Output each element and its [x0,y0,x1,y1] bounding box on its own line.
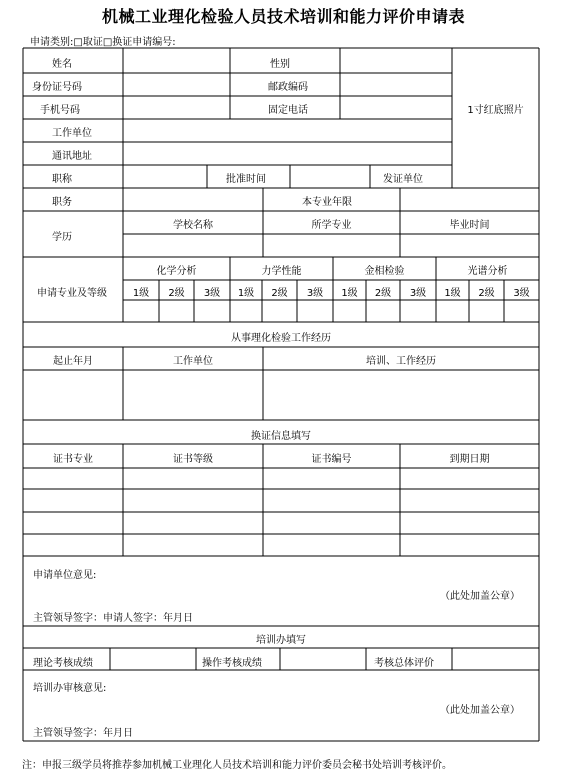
exp-col-unit: 工作单位 [173,356,213,367]
label-mobile: 手机号码 [40,105,80,116]
label-approve-time: 批准时间 [226,174,266,185]
grade-cell: 2级 [168,288,185,299]
renew-col-grade: 证书等级 [173,454,213,465]
grade-cell: 2级 [374,288,392,299]
label-grad-time: 毕业时间 [449,220,490,231]
grade-cell: 1级 [444,288,461,299]
label-position: 职务 [52,197,72,208]
training-opinion-label: 培训办审核意见: [33,683,107,694]
major-metallography: 金相检验 [364,266,405,277]
renew-col-expiry: 到期日期 [449,454,490,465]
grade-cell: 3级 [306,288,324,299]
grade-cell: 1级 [341,288,358,299]
major-spectral: 光谱分析 [467,266,508,277]
exp-col-history: 培训、工作经历 [366,356,436,367]
photo-placeholder: 1寸红底照片 [467,105,524,116]
apply-number-label: 申请编号: [132,37,176,48]
label-major: 所学专业 [311,220,352,231]
option-renew-cert-checkbox[interactable]: □换证 [102,37,133,48]
renewal-heading: 换证信息填写 [251,431,311,442]
label-major-level: 申请专业及等级 [37,288,107,299]
grade-cell: 3级 [409,288,427,299]
unit-stamp-note: （此处加盖公章） [440,591,520,602]
option-new-cert-checkbox[interactable]: □取证 [73,37,103,48]
apply-type-label: 申请类别: [30,37,74,48]
label-work-unit: 工作单位 [52,128,92,139]
label-address: 通讯地址 [52,151,92,162]
footnote: 注：申报三级学员将推荐参加机械工业理化人员技术培训和能力评价委员会秘书处培训考核评价。 [22,760,452,771]
grade-cell: 3级 [513,288,530,299]
label-education: 学历 [52,232,72,243]
page-title: 机械工业理化检验人员技术培训和能力评价申请表 [101,7,465,26]
grade-cell: 1级 [132,288,150,299]
experience-heading: 从事理化检验工作经历 [231,333,331,344]
label-id-number: 身份证号码 [32,82,82,93]
renew-col-major: 证书专业 [53,454,93,465]
label-name: 姓名 [52,59,72,70]
label-practice-score: 操作考核成绩 [202,658,262,669]
label-phone: 固定电话 [268,105,308,116]
label-issue-unit: 发证单位 [383,174,423,185]
label-gender: 性别 [270,59,290,70]
grade-cell: 1级 [237,288,255,299]
exp-col-period: 起止年月 [53,356,93,367]
training-stamp-note: （此处加盖公章） [440,705,520,716]
label-years: 本专业年限 [302,197,352,208]
grade-cell: 2级 [478,288,495,299]
training-signature-line: 主管领导签字：年月日 [33,728,133,739]
grade-cell: 3级 [203,288,221,299]
label-overall-eval: 考核总体评价 [374,658,434,669]
unit-opinion-label: 申请单位意见: [33,570,97,581]
renew-col-number: 证书编号 [311,454,352,465]
label-school: 学校名称 [173,220,213,231]
label-theory-score: 理论考核成绩 [33,658,93,669]
unit-signature-line: 主管领导签字：申请人签字：年月日 [33,613,193,624]
label-postcode: 邮政编码 [268,82,308,93]
label-title: 职称 [52,174,72,185]
major-chem-analysis: 化学分析 [156,266,197,277]
grade-cell: 2级 [271,288,288,299]
training-heading: 培训办填写 [256,635,306,646]
major-mechanical: 力学性能 [261,266,302,277]
